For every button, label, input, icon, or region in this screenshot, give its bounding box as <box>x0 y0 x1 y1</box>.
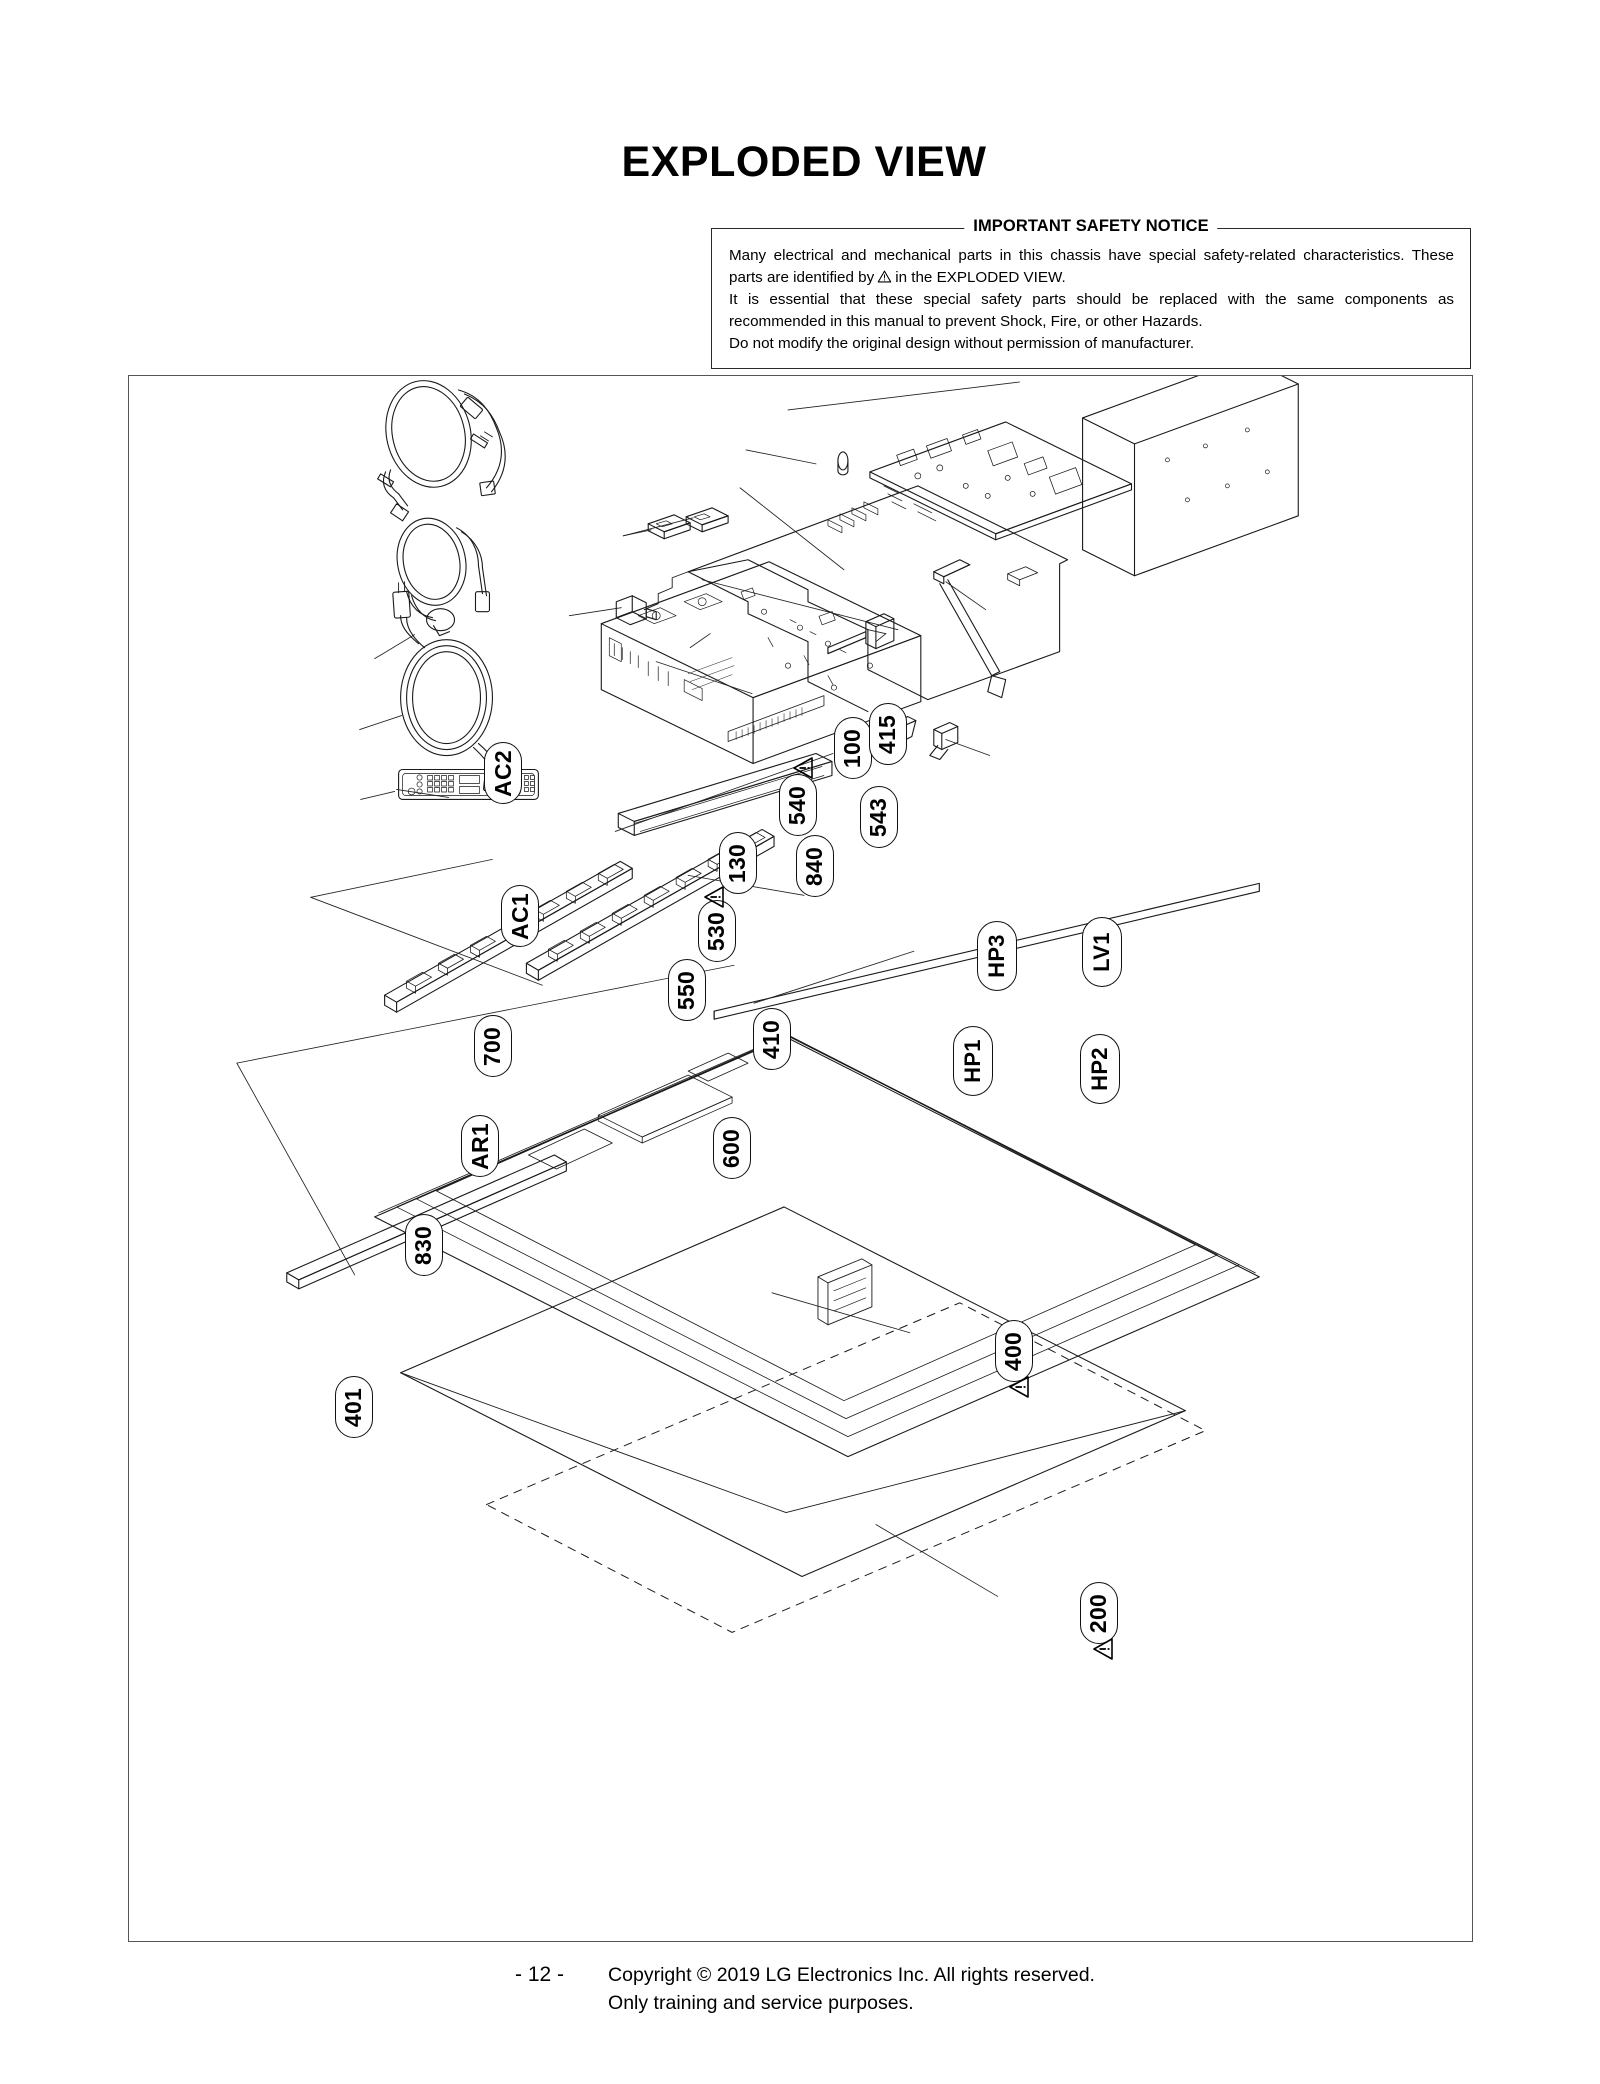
callout-540[interactable] <box>779 774 817 836</box>
callout-label: AR1 <box>466 1122 493 1170</box>
callout-hp1[interactable] <box>953 1026 993 1096</box>
callout-label: AC1 <box>506 892 533 940</box>
part-drawing-130 <box>648 508 728 539</box>
copyright-line-2: Only training and service purposes. <box>608 1991 914 2014</box>
page-title: EXPLODED VIEW <box>621 138 987 186</box>
callout-700[interactable] <box>474 1015 512 1077</box>
callout-label: 600 <box>718 1128 745 1168</box>
callout-label: HP2 <box>1087 1047 1113 1091</box>
callout-label: 540 <box>784 785 811 825</box>
callout-label: HP1 <box>960 1039 986 1083</box>
warning-triangle-icon <box>877 268 892 281</box>
part-drawing-lv1 <box>934 560 1006 698</box>
safety-notice-legend: IMPORTANT SAFETY NOTICE <box>964 217 1217 236</box>
safety-notice-text: parts are identified by <box>729 268 875 286</box>
copyright-line-1: Copyright © 2019 LG Electronics Inc. All rights reserved. <box>608 1964 1095 1986</box>
exploded-view-drawing <box>128 375 1473 1942</box>
callout-ac1[interactable] <box>501 885 539 947</box>
callout-label: 550 <box>673 970 700 1010</box>
callout-label: 530 <box>703 911 730 951</box>
callout-label: 100 <box>839 728 866 768</box>
callout-530[interactable] <box>698 900 736 962</box>
copyright-block <box>608 1962 1095 2017</box>
part-drawing-400 <box>375 1035 1260 1456</box>
safety-notice-text: Many electrical and mechanical parts in this chassis have special safety-related characteristics. These <box>729 247 1454 264</box>
callout-label: 543 <box>865 797 892 837</box>
safety-notice-box <box>711 217 1471 369</box>
safety-notice-text: in the EXPLODED VIEW. <box>895 268 1066 286</box>
warning-triangle-icon <box>791 757 815 779</box>
callout-label: 410 <box>758 1019 785 1059</box>
part-drawing-543 <box>1008 567 1038 586</box>
exploded-view-illustration <box>129 376 1472 1941</box>
warning-triangle-icon <box>1007 1376 1031 1398</box>
callout-label: 830 <box>410 1225 437 1265</box>
callout-label: 840 <box>801 846 828 886</box>
callout-hp3[interactable] <box>977 921 1017 991</box>
part-drawing-hp2 <box>930 723 958 760</box>
page-footer <box>0 1962 1600 2017</box>
callout-label: 700 <box>479 1026 506 1066</box>
callout-600[interactable] <box>713 1117 751 1179</box>
part-drawing-ac2 <box>375 376 505 521</box>
callout-label: 401 <box>340 1387 367 1427</box>
safety-notice-line-5: Do not modify the original design without permission of manufacturer. <box>729 334 1195 352</box>
callout-lv1[interactable] <box>1082 917 1122 987</box>
callout-label: HP3 <box>984 934 1010 978</box>
callout-label: 200 <box>1085 1593 1112 1633</box>
callout-ar1[interactable] <box>461 1115 499 1177</box>
callout-label: 400 <box>1000 1331 1027 1371</box>
page-number: - 12 - <box>515 1963 565 1986</box>
callout-label: 130 <box>724 843 751 883</box>
part-drawing-main-pcb <box>644 422 1131 712</box>
part-drawing-100 <box>838 452 848 475</box>
callout-543[interactable] <box>860 786 898 848</box>
warning-triangle-icon <box>1091 1638 1115 1660</box>
callout-label: 415 <box>874 714 901 754</box>
warning-triangle-icon <box>702 886 726 908</box>
callout-840[interactable] <box>796 835 834 897</box>
callout-hp2[interactable] <box>1080 1034 1120 1104</box>
callout-550[interactable] <box>668 959 706 1021</box>
callout-label: LV1 <box>1089 932 1114 972</box>
callout-100[interactable] <box>834 717 872 779</box>
callout-ac2[interactable] <box>484 742 522 804</box>
callout-410[interactable] <box>753 1008 791 1070</box>
callout-401[interactable] <box>335 1376 373 1438</box>
callout-200[interactable] <box>1080 1582 1118 1644</box>
callout-400[interactable] <box>995 1320 1033 1382</box>
safety-notice-line-2 <box>729 267 1454 289</box>
safety-notice-text: It is essential that these special safety parts should be replaced with the same components as <box>729 290 1454 308</box>
safety-notice-line-3 <box>729 289 1454 311</box>
safety-notice-line-1 <box>729 245 1454 267</box>
callout-830[interactable] <box>405 1214 443 1276</box>
safety-notice-line-4: recommended in this manual to prevent Shock, Fire, or other Hazards. <box>729 312 1203 330</box>
callout-label: AC2 <box>489 749 516 797</box>
callout-415[interactable] <box>869 703 907 765</box>
